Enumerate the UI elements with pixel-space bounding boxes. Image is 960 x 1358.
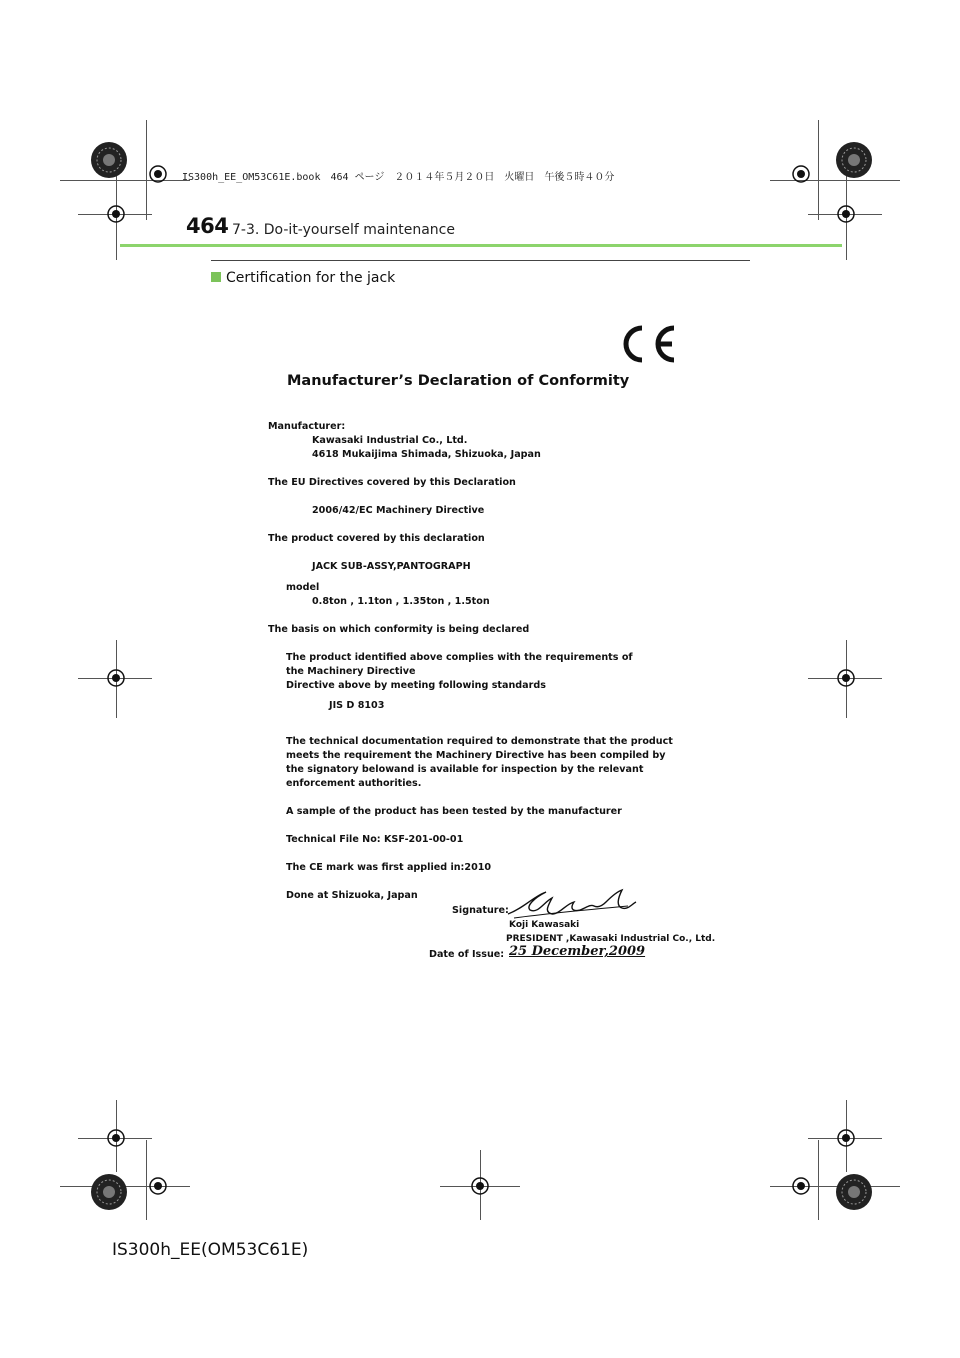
model-label: model (286, 582, 320, 593)
registration-target-icon (789, 1174, 813, 1198)
standard: JIS D 8103 (329, 700, 385, 711)
page-number: 464 (186, 214, 229, 238)
date-of-issue: 25 December,2009 (509, 944, 646, 959)
registration-target-icon (834, 666, 858, 690)
registration-target-icon (104, 1126, 128, 1150)
section-title: 7-3. Do-it-yourself maintenance (232, 222, 455, 238)
registration-target-icon (146, 162, 170, 186)
directives-label: The EU Directives covered by this Declaration (268, 477, 516, 488)
signatory-title: PRESIDENT ,Kawasaki Industrial Co., Ltd. (506, 934, 716, 944)
registration-target-icon (104, 202, 128, 226)
manufacturer-name: Kawasaki Industrial Co., Ltd. (312, 435, 468, 446)
basis-line: Directive above by meeting following standards (286, 680, 546, 691)
basis-label: The basis on which conformity is being declared (268, 624, 530, 635)
subheading (211, 270, 395, 286)
color-bar-burst-icon (89, 1172, 129, 1212)
product-label: The product covered by this declaration (268, 533, 485, 544)
declaration-title: Manufacturer’s Declaration of Conformity (287, 373, 630, 389)
tech-doc-line: The technical documentation required to demonstrate that the product (286, 736, 673, 747)
document-code: IS300h_EE(OM53C61E) (112, 1240, 309, 1260)
color-bar-burst-icon (834, 140, 874, 180)
manufacturer-label: Manufacturer: (268, 421, 346, 432)
ce-mark-icon (618, 322, 678, 366)
tech-doc-line: the signatory belowand is available for inspection by the relevant (286, 764, 644, 775)
date-label: Date of Issue: (429, 949, 505, 960)
tech-doc-line: enforcement authorities. (286, 778, 422, 789)
color-bar-burst-icon (89, 140, 129, 180)
ce-first-applied: The CE mark was first applied in:2010 (286, 862, 492, 873)
header-rule (120, 244, 842, 247)
registration-target-icon (146, 1174, 170, 1198)
model-list: 0.8ton , 1.1ton , 1.35ton , 1.5ton (312, 596, 490, 607)
basis-line: The product identified above complies with the requirements of (286, 652, 633, 663)
content-rule (211, 260, 750, 261)
directive: 2006/42/EC Machinery Directive (312, 505, 485, 516)
signatory-name: Koji Kawasaki (509, 920, 580, 930)
print-slug: IS300h_EE_OM53C61E.book 464 ページ ２０１４年５月２０日 火曜日 午後５時４０分 (182, 172, 615, 183)
subheading-text: Certification for the jack (226, 270, 396, 286)
signature-label: Signature: (452, 905, 509, 916)
tech-doc-line: meets the requirement the Machinery Directive has been compiled by (286, 750, 666, 761)
registration-target-icon (468, 1174, 492, 1198)
handwritten-signature (504, 884, 640, 924)
product-name: JACK SUB-ASSY,PANTOGRAPH (312, 561, 471, 572)
manufacturer-address: 4618 Mukaijima Shimada, Shizuoka, Japan (312, 449, 541, 460)
sample-tested: A sample of the product has been tested by the manufacturer (286, 806, 622, 817)
registration-target-icon (834, 202, 858, 226)
registration-target-icon (104, 666, 128, 690)
registration-target-icon (789, 162, 813, 186)
technical-file: Technical File No: KSF-201-00-01 (286, 834, 464, 845)
color-bar-burst-icon (834, 1172, 874, 1212)
registration-target-icon (834, 1126, 858, 1150)
done-at: Done at Shizuoka, Japan (286, 890, 418, 901)
basis-line: the Machinery Directive (286, 666, 416, 677)
square-bullet-icon (211, 272, 221, 282)
